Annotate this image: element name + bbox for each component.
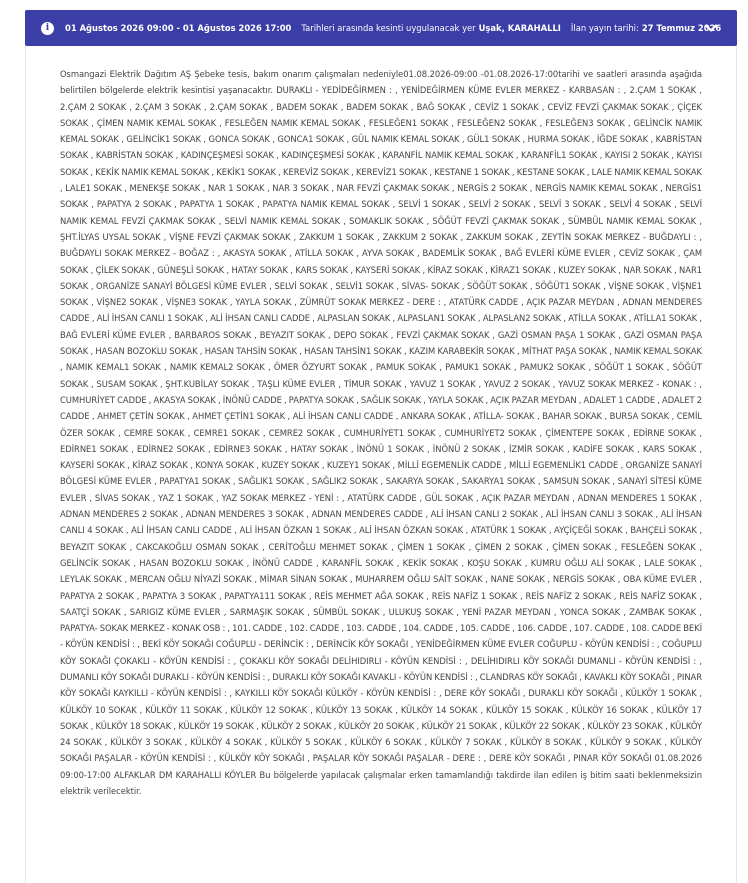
outage-notice-text: Osmangazi Elektrik Dağıtım AŞ Şebeke tesis, bakım onarım çalışmaları nedeniyle01.08.2026-09:00 -01.08.2026-17:00tarihi ve saatleri arasında aşağıda belirtilen bölgelerde elektrik kesintisi yaşanacaktır. DURAKLI - YEDİDEĞİRMEN : , YENİDEĞİRMEN KÜME EVLER MERKEZ - KARBASAN : , 2.ÇAM 1 SOKAK , 2.ÇAM 2 SOKAK , 2.ÇAM 3 SOKAK , 2.ÇAM SOKAK , BADEM SOKAK , BADEM SOKAK , BAĞ SOKAK , CEVİZ 1 SOKAK , CEVİZ FEVZİ ÇAKMAK SOKAK , ÇİÇEK SOKAK , ÇİMEN NAMIK KEMAL SOKAK , FESLEĞEN NAMIK KEMAL SOKAK , FESLEĞEN1 SOKAK , FESLEĞEN2 SOKAK , FESLEĞEN3 SOKAK , GELİNCİK NAMIK KEMAL SOKAK , GELİNCİK1 SOKAK , GONCA SOKAK , GONCA1 SOKAK , GÜL NAMIK KEMAL SOKAK , GÜL1 SOKAK , HURMA SOKAK , İĞDE SOKAK , KABRİSTAN SOKAK , KABRİSTAN SOKAK , KADINÇEŞMESİ SOKAK , KADINÇEŞMESİ SOKAK , KARANFİL NAMIK KEMAL SOKAK , KARANFİL1 SOKAK , KAYISI 2 SOKAK , KAYISI SOKAK , KEKİK NAMIK KEMAL SOKAK , KEKİK1 SOKAK , KEREVİZ SOKAK , KEREVİZ1 SOKAK , KESTANE 1 SOKAK , KESTANE SOKAK , LALE NAMIK KEMAL SOKAK , LALE1 SOKAK , MENEKŞE SOKAK , NAR 1 SOKAK , NAR 3 SOKAK , NAR FEVZİ ÇAKMAK SOKAK , NERGİS 2 SOKAK , NERGİS NAMIK KEMAL SOKAK , NERGİS1 SOKAK , PAPATYA 2 SOKAK , PAPATYA 1 SOKAK , PAPATYA NAMIK KEMAL SOKAK , SELVİ 1 SOKAK , SELVİ 2 SOKAK , SELVİ 3 SOKAK , SELVİ 4 SOKAK , SELVİ NAMIK KEMAL FEVZİ ÇAKMAK SOKAK , SELVİ NAMIK KEMAL SOKAK , SOMAKLIK SOKAK , SÖĞÜT FEVZİ ÇAKMAK SOKAK , SÜMBÜL NAMIK KEMAL SOKAK , ŞHT.İLYAS UYSAL SOKAK , VİŞNE FEVZİ ÇAKMAK SOKAK , ZAKKUM 1 SOKAK , ZAKKUM 2 SOKAK , ZAKKUM SOKAK , ZEYTİN SOKAK MERKEZ - BUĞDAYLI : , BUĞDAYLI SOKAK MERKEZ - BOĞAZ : , AKASYA SOKAK , ATİLLA SOKAK , AYVA SOKAK , BADEMLİK SOKAK , BAĞ EVLERİ KÜME EVLER , CEVİZ SOKAK , ÇAM SOKAK , ÇİLEK SOKAK , GÜNEŞLİ SOKAK , HATAY SOKAK , KARS SOKAK , KAYSERİ SOKAK , KİRAZ SOKAK , KİRAZ1 SOKAK , KUZEY SOKAK , NAR SOKAK , NAR1 SOKAK , ORGANİZE SANAYİ BÖLGESİ KÜME EVLER , SELVİ SOKAK , SELVİ1 SOKAK , SİVAS- SOKAK , SÖĞÜT SOKAK , SÖĞÜT1 SOKAK , VİŞNE SOKAK , VİŞNE1 SOKAK , VİŞNE2 SOKAK , VİŞNE3 SOKAK , YAYLA SOKAK , ZÜMRÜT SOKAK MERKEZ - DERE : , ATATÜRK CADDE , AÇIK PAZAR MEYDAN , ADNAN MENDERES CADDE , ALİ İHSAN CANLI 1 SOKAK , ALİ İHSAN CANLI CADDE , ALPASLAN SOKAK , ALPASLAN1 SOKAK , ALPASLAN2 SOKAK , ATİLLA SOKAK , ATİLLA1 SOKAK , BAĞ EVLERİ KÜME EVLER , BARBAROS SOKAK , BEYAZIT SOKAK , DEPO SOKAK , FEVZİ ÇAKMAK SOKAK , GAZİ OSMAN PAŞA 1 SOKAK , GAZİ OSMAN PAŞA SOKAK , HASAN BOZOKLU SOKAK , HASAN TAHSİN SOKAK , HASAN TAHSİN1 SOKAK , KAZIM KARABEKİR SOKAK , MİTHAT PAŞA SOKAK , NAMIK KEMAL SOKAK , NAMIK KEMAL1 SOKAK , NAMIK KEMAL2 SOKAK , ÖMER ÖZYURT SOKAK , PAMUK SOKAK , PAMUK1 SOKAK , PAMUK2 SOKAK , SÖĞÜT 1 SOKAK , SÖĞÜT SOKAK , SUSAM SOKAK , ŞHT.KUBİLAY SOKAK , TAŞLI KÜME EVLER , TİMUR SOKAK , YAVUZ 1 SOKAK , YAVUZ 2 SOKAK , YAVUZ SOKAK MERKEZ - KONAK : , CUMHURİYET CADDE , AKASYA SOKAK , İNÖNÜ CADDE , PAPATYA SOKAK , SAĞLIK SOKAK , YAYLA SOKAK , AÇIK PAZAR MEYDAN , ADALET 1 CADDE , ADALET 2 CADDE , AHMET ÇETİN SOKAK , AHMET ÇETİN1 SOKAK , ALİ İHSAN CANLI CADDE , ANKARA SOKAK , ATİLLA- SOKAK , BAHAR SOKAK , BURSA SOKAK , CEMİL ÖZER SOKAK , CEMRE SOKAK , CEMRE1 SOKAK , CEMRE2 SOKAK , CUMHURİYET1 SOKAK , CUMHURİYET2 SOKAK , ÇİMENTEPE SOKAK , EDİRNE SOKAK , EDİRNE1 SOKAK , EDİRNE2 SOKAK , EDİRNE3 SOKAK , HATAY SOKAK , İNÖNÜ 1 SOKAK , İNÖNÜ 2 SOKAK , İZMİR SOKAK , KADİFE SOKAK , KARS SOKAK , KAYSERİ SOKAK , KİRAZ SOKAK , KONYA SOKAK , KUZEY SOKAK , KUZEY1 SOKAK , MİLLİ EGEMENLİK CADDE , MİLLİ EGEMENLİK1 CADDE , ORGANİZE SANAYİ BÖLGESİ KÜME EVLER , PAPATYA1 SOKAK , SAĞLIK1 SOKAK , SAĞLIK2 SOKAK , SAKARYA SOKAK , SAKARYA1 SOKAK , SAMSUN SOKAK , SANAYİ SİTESİ KÜME EVLER , SİVAS SOKAK , YAZ 1 SOKAK , YAZ SOKAK MERKEZ - YENİ : , ATATÜRK CADDE , GÜL SOKAK , AÇIK PAZAR MEYDAN , ADNAN MENDERES 1 SOKAK , ADNAN MENDERES 2 SOKAK , ADNAN MENDERES 3 SOKAK , ADNAN MENDERES CADDE , ALİ İHSAN CANLI 2 SOKAK , ALİ İHSAN CANLI 3 SOKAK , ALİ İHSAN CANLI 4 SOKAK , ALİ İHSAN CANLI CADDE , ALİ İHSAN ÖZKAN 1 SOKAK , ALİ İHSAN ÖZKAN SOKAK , ATATÜRK 1 SOKAK , AYÇİÇEĞİ SOKAK , BAHÇELİ SOKAK , BEYAZIT SOKAK , CAKCAKOĞLU OSMAN SOKAK , CERİTOĞLU MEHMET SOKAK , ÇİMEN 1 SOKAK , ÇİMEN 2 SOKAK , ÇİMEN SOKAK , FESLEĞEN SOKAK , GELİNCİK SOKAK , HASAN BOZOKLU SOKAK , İNÖNÜ CADDE , KARANFİL SOKAK , KEKİK SOKAK , KOŞU SOKAK , KUMRU OĞLU ALİ SOKAK , LALE SOKAK , LEYLAK SOKAK , MERCAN OĞLU NİYAZİ SOKAK , MİMAR SİNAN SOKAK , MUHARREM OĞLU SAİT SOKAK , NANE SOKAK , NERGİS SOKAK , OBA KÜME EVLER , PAPATYA 2 SOKAK , PAPATYA 3 SOKAK , PAPATYA111 SOKAK , REİS MEHMET AĞA SOKAK , REİS NAFİZ 1 SOKAK , REİS NAFİZ 2 SOKAK , REİS NAFİZ SOKAK , SAATÇİ SOKAK , SARIGIZ KÜME EVLER , SARMAŞIK SOKAK , SÜMBÜL SOKAK , ULUKUŞ SOKAK , YENİ PAZAR MEYDAN , YONCA SOKAK , ZAMBAK SOKAK , PAPATYA- SOKAK MERKEZ - KONAK OSB : , 101. CADDE , 102. CADDE , 103. CADDE , 104. CADDE , 105. CADDE , 106. CADDE , 107. CADDE , 108. CADDE BEKİ - KÖYÜN KENDİSİ : , BEKİ KÖY SOKAĞI COĞUPLU - DERİNCİK : , DERİNCİK KÖY SOKAĞI , YENİDEĞİRMEN KÜME EVLER COĞUPLU - KÖYÜN KENDİSİ : , COĞUPLU KÖY SOKAĞI ÇOKAKLI - KÖYÜN KENDİSİ : , ÇOKAKLI KÖY SOKAĞI DELİHIDIRLI - KÖYÜN KENDİSİ : , DELİHIDIRLI KÖY SOKAĞI DUMANLI - KÖYÜN KENDİSİ : , DUMANLI KÖY SOKAĞI DURAKLI - KÖYÜN KENDİSİ : , DURAKLI KÖY SOKAĞI KAVAKLI - KÖYÜN KENDİSİ : , CLANDRAS KÖY SOKAĞI , KAVAKLI KÖY SOKAĞI , PINAR KÖY SOKAĞI KAYKILLI - KÖYÜN KENDİSİ : , KAYKILLI KÖY SOKAĞI KÜLKÖY - KÖYÜN KENDİSİ : , DERE KÖY SOKAĞI , DURAKLI KÖY SOKAĞI , KÜLKÖY 1 SOKAK , KÜLKÖY 10 SOKAK , KÜLKÖY 11 SOKAK , KÜLKÖY 12 SOKAK , KÜLKÖY 13 SOKAK , KÜLKÖY 14 SOKAK , KÜLKÖY 15 SOKAK , KÜLKÖY 16 SOKAK , KÜLKÖY 17 SOKAK , KÜLKÖY 18 SOKAK , KÜLKÖY 19 SOKAK , KÜLKÖY 2 SOKAK , KÜLKÖY 20 SOKAK , KÜLKÖY 21 SOKAK , KÜLKÖY 22 SOKAK , KÜLKÖY 23 SOKAK , KÜLKÖY 24 SOKAK , KÜLKÖY 3 SOKAK , KÜLKÖY 4 SOKAK , KÜLKÖY 5 SOKAK , KÜLKÖY 6 SOKAK , KÜLKÖY 7 SOKAK , KÜLKÖY 8 SOKAK , KÜLKÖY 9 SOKAK , KÜLKÖY SOKAĞI PAŞALAR - KÖYÜN KENDİSİ : , KÜLKÖY KÖY SOKAĞI , PAŞALAR KÖY SOKAĞI PAŞALAR - DERE : , DERE KÖY SOKAĞI , PINAR KÖY SOKAĞI 01.08.2026 09:00-17:00 ALFAKLAR DM KARAHALLI KÖYLER Bu bölgelerde yapılacak çalışmalar erken tamamlandığı takdirde ilan edilen iş bitim saati beklenmeksizin elektrik verilecektir. [60, 69, 702, 797]
info-icon: i [41, 22, 54, 35]
location-label: Tarihleri arasında kesinti uygulanacak yer [301, 23, 476, 33]
header-summary [65, 23, 721, 33]
outage-header-toggle[interactable] [25, 10, 737, 46]
chevron-down-icon[interactable] [703, 20, 719, 36]
published-date: 27 Temmuz 2026 [641, 23, 722, 33]
published-label: İlan yayın tarihi: [570, 23, 639, 33]
outage-date-range: 01 Ağustos 2026 09:00 - 01 Ağustos 2026 17:00 [65, 23, 292, 33]
location-value: Uşak, KARAHALLI [478, 23, 561, 33]
